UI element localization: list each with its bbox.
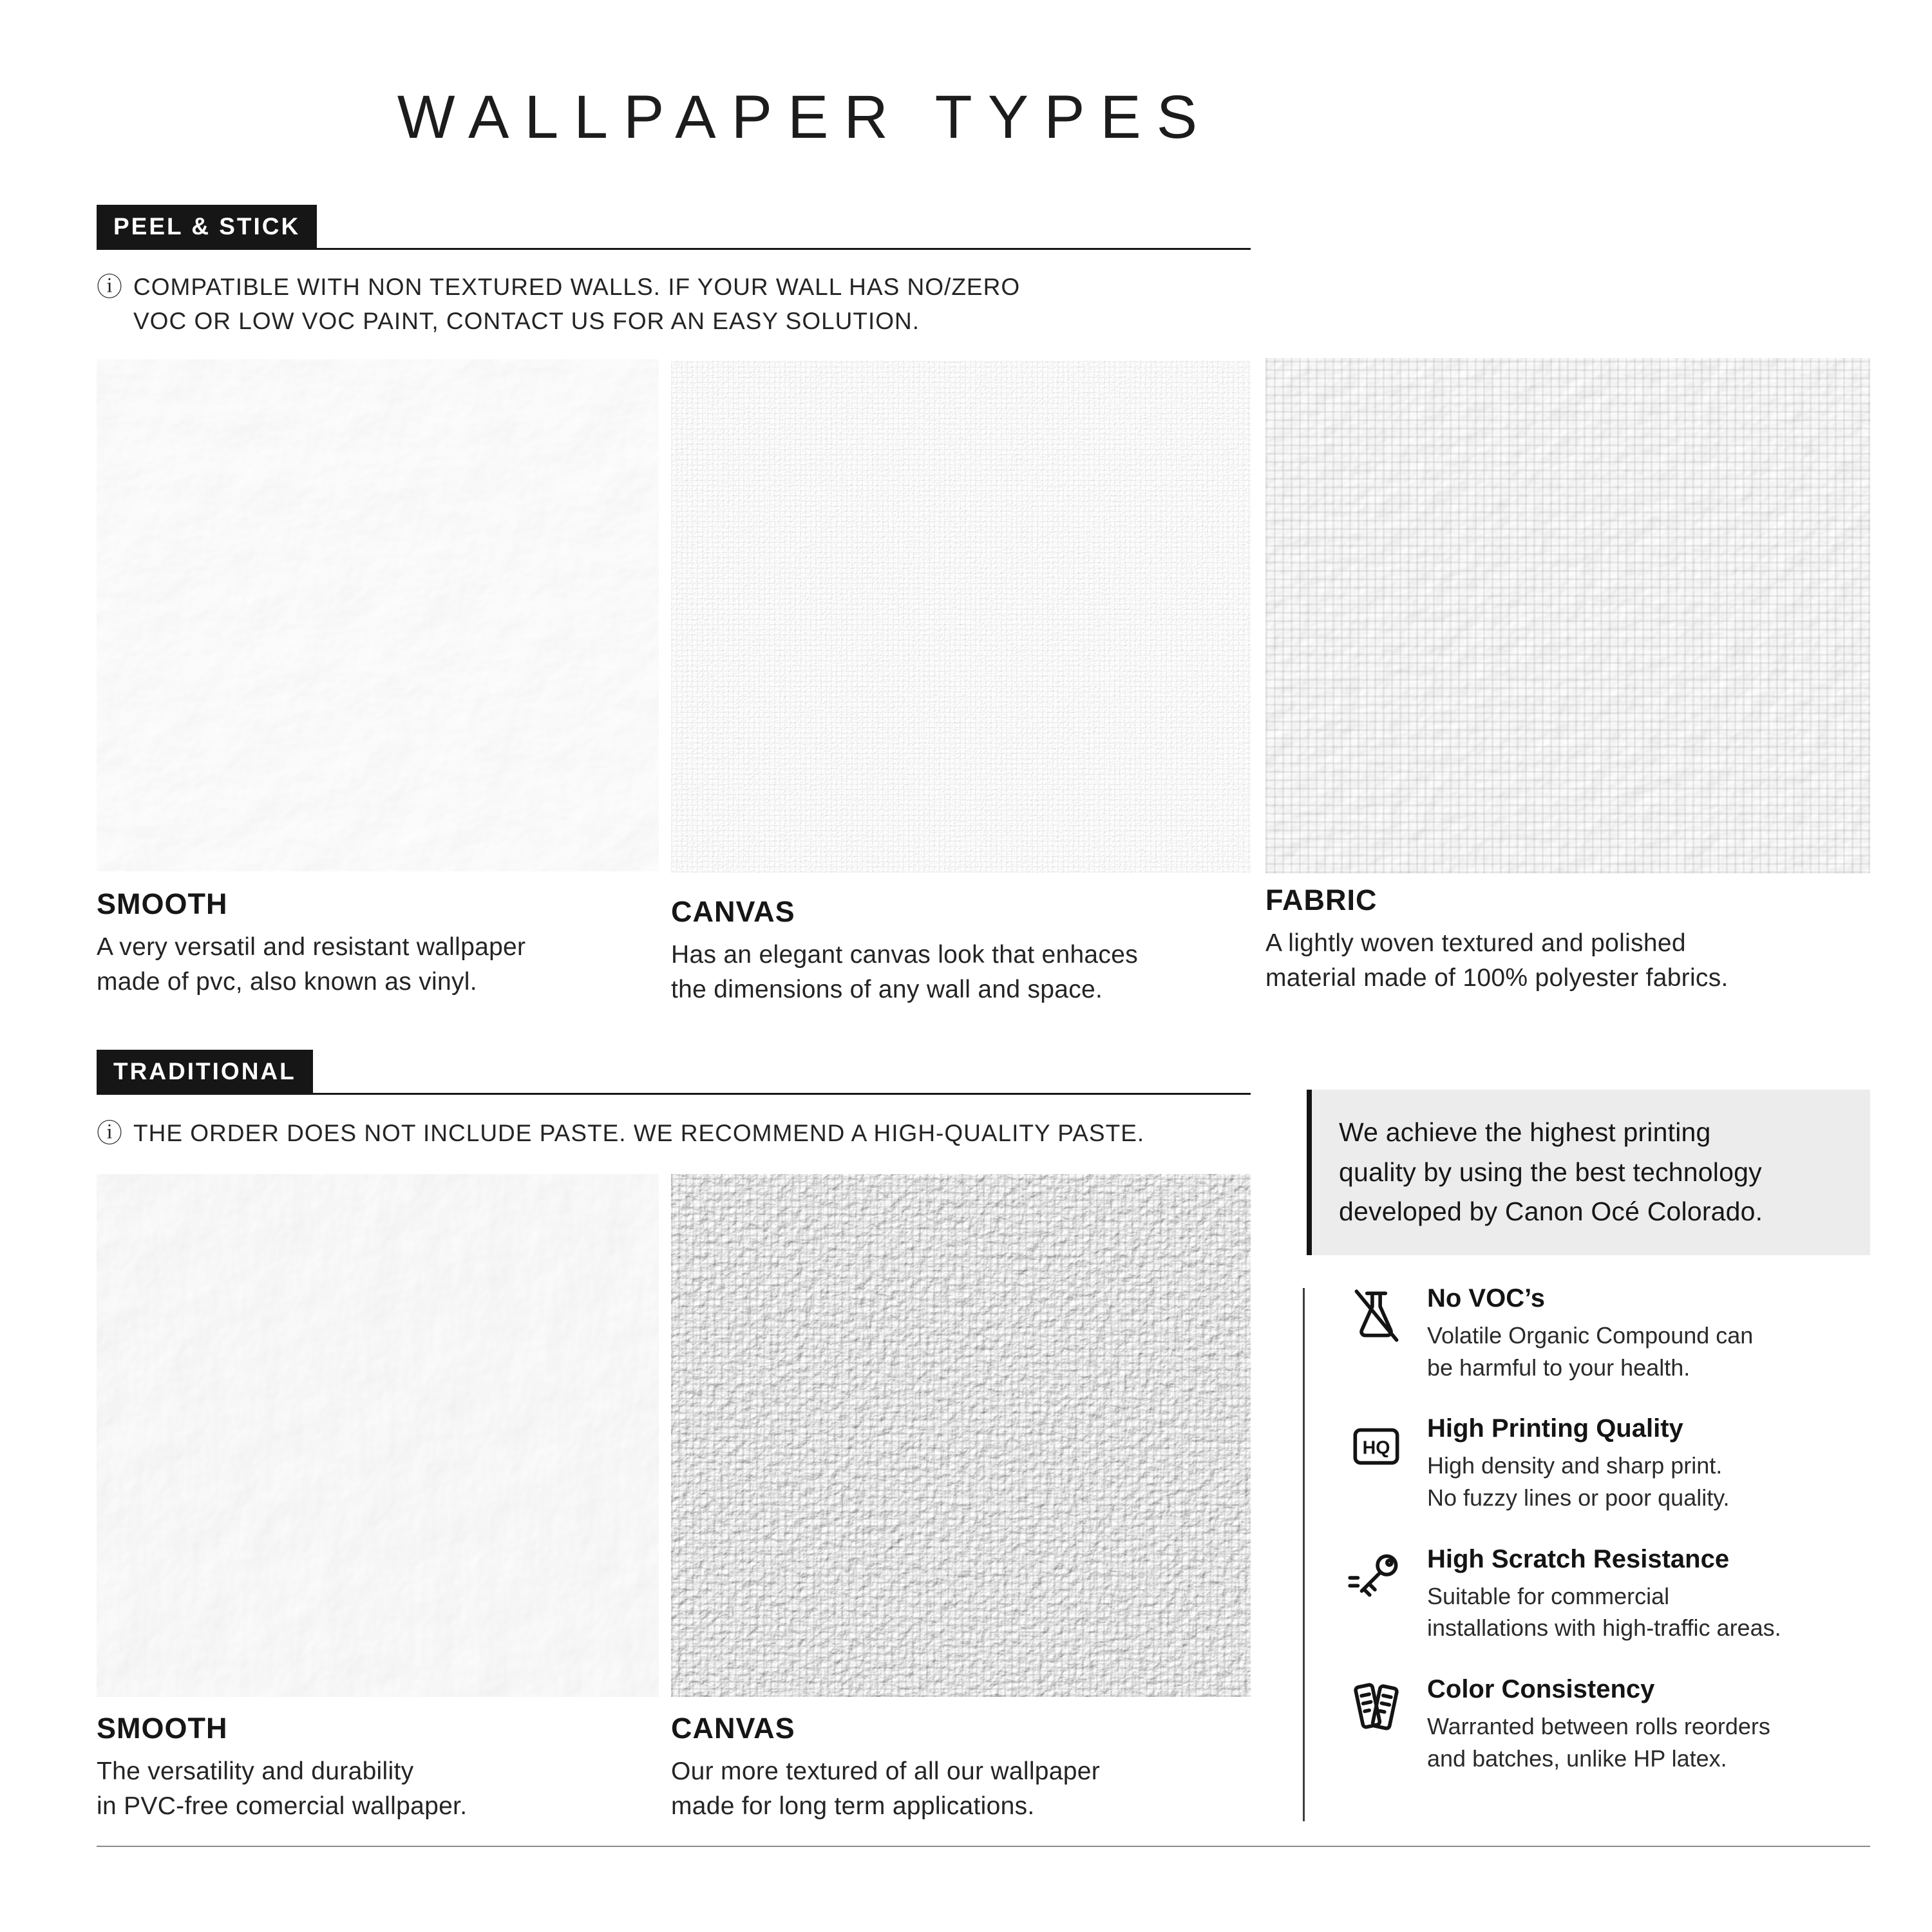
section-header-traditional — [97, 1050, 1251, 1095]
swatch-title: FABRIC — [1265, 884, 1378, 916]
feature-desc-line: High density and sharp print. — [1427, 1452, 1723, 1479]
color-consistency-icon — [1345, 1675, 1408, 1738]
section-label-traditional: TRADITIONAL — [97, 1050, 313, 1093]
note-line: THE ORDER DOES NOT INCLUDE PASTE. WE RECOMMEND A HIGH-QUALITY PASTE. — [133, 1120, 1145, 1146]
caption-traditional-smooth — [97, 1712, 667, 1824]
swatch-title: SMOOTH — [97, 1712, 228, 1745]
swatch-desc-line: in PVC-free comercial wallpaper. — [97, 1792, 468, 1820]
feature-desc-line: Warranted between rolls reorders — [1427, 1713, 1770, 1740]
feature-title: Color Consistency — [1427, 1675, 1655, 1704]
feature-high-scratch-resistance — [1345, 1544, 1889, 1644]
swatch-desc-line: The versatility and durability — [97, 1757, 414, 1785]
swatch-desc-line: A very versatil and resistant wallpaper — [97, 933, 526, 961]
feature-title: High Printing Quality — [1427, 1414, 1683, 1443]
scratch-resistance-icon — [1345, 1545, 1408, 1608]
feature-desc-line: and batches, unlike HP latex. — [1427, 1745, 1727, 1772]
caption-traditional-canvas — [671, 1712, 1260, 1824]
swatch-desc-line: material made of 100% polyester fabrics. — [1265, 963, 1728, 992]
no-voc-icon — [1345, 1284, 1408, 1347]
hq-icon-label: HQ — [1362, 1437, 1390, 1459]
swatch-title: CANVAS — [671, 895, 795, 928]
swatch-desc-line: the dimensions of any wall and space. — [671, 975, 1103, 1003]
info-icon: ⓘ — [97, 1119, 123, 1148]
section-label-peel-stick: PEEL & STICK — [97, 205, 317, 248]
texture-swatch-traditional-smooth — [97, 1174, 659, 1697]
quality-note-line: We achieve the highest printing — [1339, 1117, 1711, 1147]
feature-high-printing-quality — [1345, 1413, 1889, 1513]
feature-desc-line: No fuzzy lines or poor quality. — [1427, 1484, 1730, 1511]
note-line: VOC OR LOW VOC PAINT, CONTACT US FOR AN EASY SOLUTION. — [133, 307, 920, 334]
swatch-title: CANVAS — [671, 1712, 795, 1745]
texture-swatch-peel-canvas — [671, 361, 1251, 873]
swatch-desc-line: made for long term applications. — [671, 1792, 1035, 1820]
texture-swatch-peel-smooth — [97, 359, 659, 871]
quality-note — [1307, 1090, 1870, 1255]
swatch-desc-line: A lightly woven textured and polished — [1265, 929, 1686, 957]
note-traditional — [97, 1117, 1144, 1151]
swatch-desc-line: made of pvc, also known as vinyl. — [97, 967, 477, 996]
feature-title: No VOC’s — [1427, 1284, 1545, 1312]
feature-color-consistency — [1345, 1674, 1889, 1774]
caption-peel-canvas — [671, 895, 1260, 1007]
feature-title: High Scratch Resistance — [1427, 1544, 1730, 1573]
section-header-peel-stick — [97, 205, 1251, 250]
features-divider — [1303, 1288, 1305, 1821]
feature-no-vocs — [1345, 1283, 1889, 1383]
texture-swatch-traditional-canvas — [671, 1174, 1251, 1697]
note-peel-stick — [97, 270, 1020, 338]
note-line: COMPATIBLE WITH NON TEXTURED WALLS. IF YOUR WALL HAS NO/ZERO — [133, 274, 1021, 300]
feature-desc-line: Suitable for commercial — [1427, 1582, 1670, 1609]
quality-note-line: quality by using the best technology — [1339, 1157, 1762, 1187]
feature-desc-line: be harmful to your health. — [1427, 1354, 1690, 1381]
swatch-desc-line: Has an elegant canvas look that enhaces — [671, 941, 1139, 969]
swatch-title: SMOOTH — [97, 887, 228, 920]
feature-desc-line: installations with high-traffic areas. — [1427, 1615, 1781, 1642]
caption-peel-fabric — [1265, 884, 1874, 996]
quality-note-line: developed by Canon Océ Colorado. — [1339, 1197, 1763, 1226]
texture-swatch-peel-fabric — [1265, 358, 1870, 873]
page-title: WALLPAPER TYPES — [397, 83, 1213, 151]
swatch-desc-line: Our more textured of all our wallpaper — [671, 1757, 1101, 1785]
feature-desc-line: Volatile Organic Compound can — [1427, 1322, 1754, 1349]
caption-peel-smooth — [97, 887, 667, 999]
info-icon: ⓘ — [97, 273, 123, 301]
features-list — [1345, 1283, 1889, 1774]
high-quality-icon — [1345, 1414, 1408, 1477]
bottom-rule — [97, 1846, 1870, 1847]
